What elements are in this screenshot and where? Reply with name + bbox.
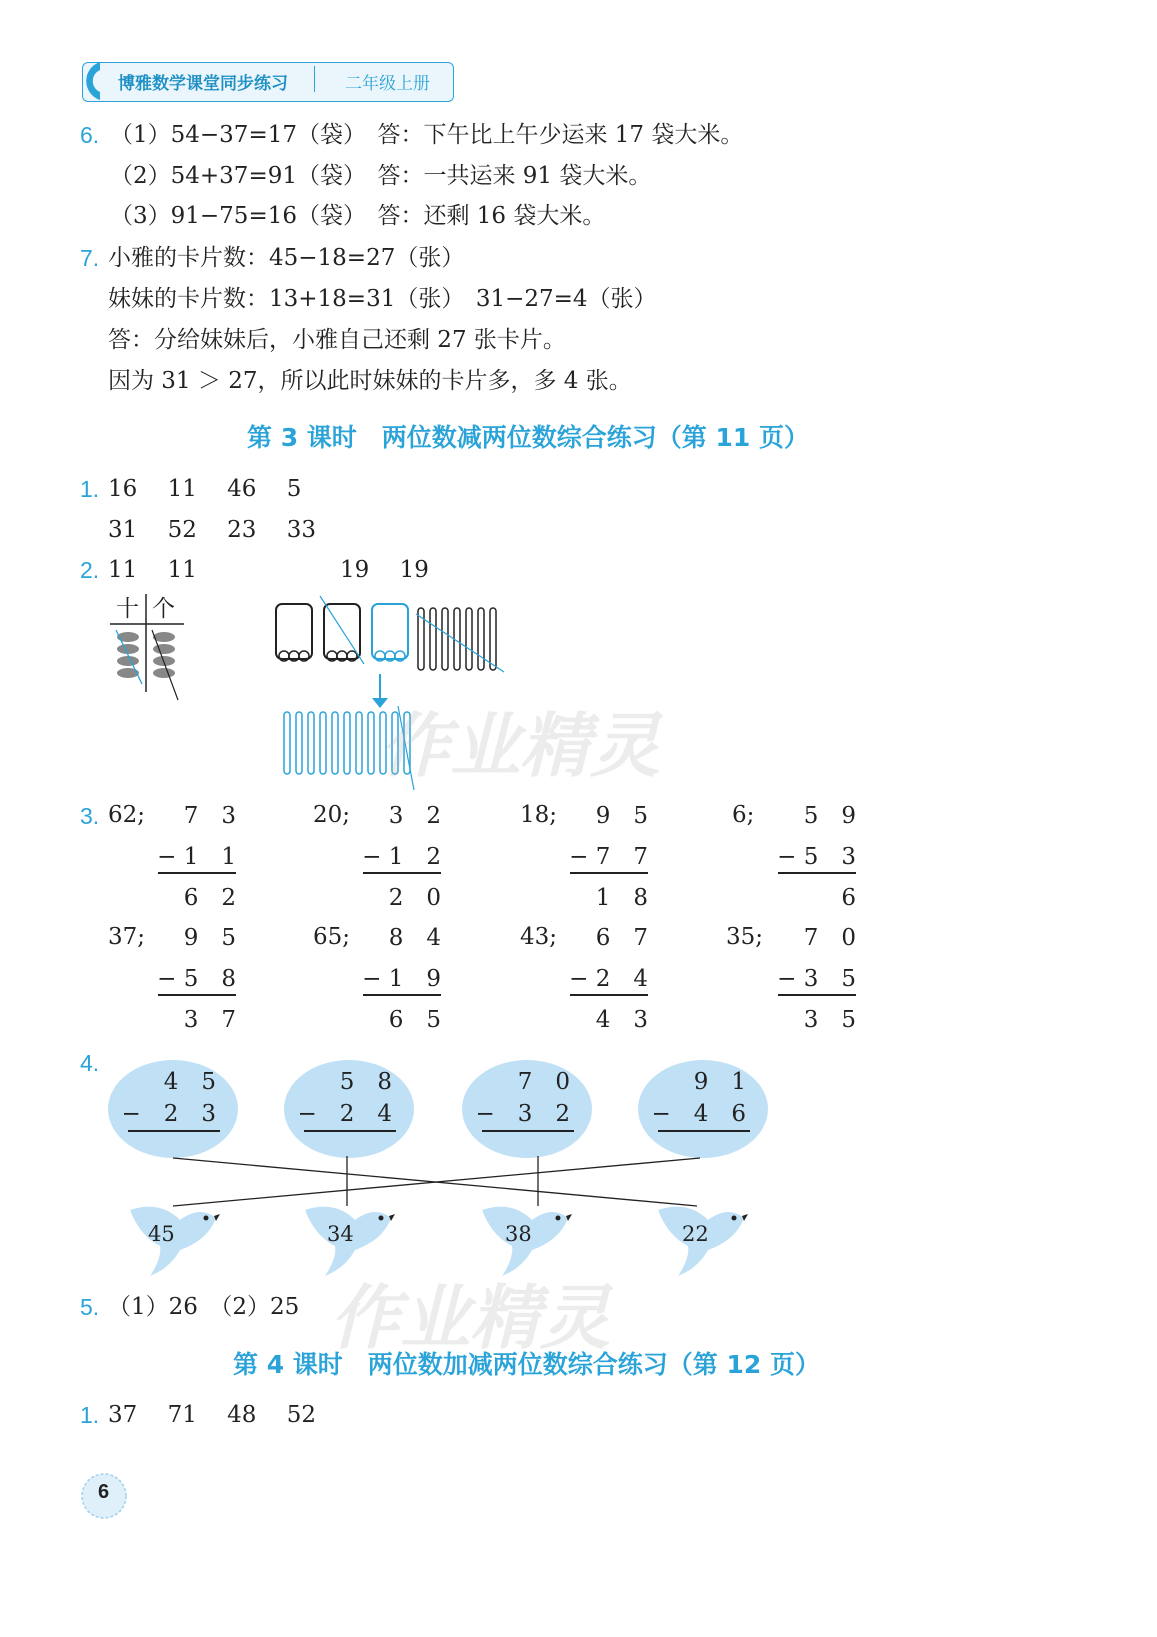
q3-sub-2: − 1 2 (362, 844, 441, 870)
q3-top-4: 5 9 (803, 803, 856, 829)
cloud-1-rule (128, 1130, 220, 1132)
q3-answer-2: 20; (313, 802, 351, 828)
q3-rule-1 (158, 872, 236, 874)
watermark-2: 作业精灵 (330, 1277, 610, 1359)
bird-answer-4: 22 (682, 1222, 709, 1246)
cloud-1-top: 4 5 (163, 1069, 216, 1095)
q6-line-2: （2）54+37=91（袋） 答：一共运来 91 袋大米。 (110, 163, 652, 189)
lesson3-heading: 第 3 课时 两位数减两位数综合练习（第 11 页） (247, 423, 810, 452)
q3-sub-3: − 7 7 (569, 844, 648, 870)
l3q5-answer: （1）26 （2）25 (108, 1294, 300, 1320)
l3q2-number: 2. (80, 557, 100, 583)
q3-result-8: 3 5 (803, 1007, 856, 1033)
place-value-counter-diagram (108, 592, 188, 702)
q3-top-8: 7 0 (803, 925, 856, 951)
l3q2-right-answers: 19 19 (340, 557, 429, 583)
q7-line-1: 小雅的卡片数：45−18=27（张） (108, 245, 465, 271)
q3-rule-6 (363, 994, 441, 996)
bird-answer-3: 38 (505, 1222, 532, 1246)
q3-answer-1: 62; (108, 802, 146, 828)
q3-result-4: 6 (841, 885, 856, 911)
q3-sub-5: − 5 8 (157, 966, 236, 992)
header-divider (314, 66, 315, 92)
q3-top-7: 6 7 (595, 925, 648, 951)
q3-answer-4: 6; (732, 802, 755, 828)
counter-tens-label: 十 (116, 596, 139, 622)
q3-rule-4 (778, 872, 856, 874)
cloud-1-sub: − 2 3 (121, 1101, 216, 1127)
q3-result-1: 6 2 (183, 885, 236, 911)
q3-answer-5: 37; (108, 924, 146, 950)
q3-sub-4: − 5 3 (777, 844, 856, 870)
q3-result-5: 3 7 (183, 1007, 236, 1033)
q6-number: 6. (80, 122, 100, 148)
page-number: 6 (98, 1481, 110, 1503)
q3-result-7: 4 3 (595, 1007, 648, 1033)
q7-line-2: 妹妹的卡片数：13+18=31（张） 31−27=4（张） (108, 286, 657, 312)
cloud-2-sub: − 2 4 (297, 1101, 392, 1127)
q3-result-6: 6 5 (388, 1007, 441, 1033)
header-subtitle: 二年级上册 (345, 74, 430, 94)
q7-number: 7. (80, 245, 100, 271)
l3q1-row-1: 16 11 46 5 (108, 476, 302, 502)
q7-line-3: 答：分给妹妹后，小雅自己还剩 27 张卡片。 (108, 327, 566, 353)
q3-top-5: 9 5 (183, 925, 236, 951)
q3-top-2: 3 2 (388, 803, 441, 829)
q3-result-3: 1 8 (595, 885, 648, 911)
header-title: 博雅数学课堂同步练习 (118, 74, 288, 94)
watermark-1: 作业精灵 (380, 705, 660, 787)
cloud-3-rule (482, 1130, 574, 1132)
bird-answer-2: 34 (327, 1222, 354, 1246)
q3-sub-8: − 3 5 (777, 966, 856, 992)
l4q1-answers: 37 71 48 52 (108, 1402, 316, 1428)
l3q4-number: 4. (80, 1050, 100, 1076)
cloud-4-top: 9 1 (693, 1069, 746, 1095)
l3q5-number: 5. (80, 1294, 100, 1320)
l3q3-number: 3. (80, 803, 100, 829)
cloud-3-top: 7 0 (517, 1069, 570, 1095)
q6-line-1: （1）54−37=17（袋） 答：下午比上午少运来 17 袋大米。 (110, 122, 744, 148)
q3-sub-6: − 1 9 (362, 966, 441, 992)
q3-answer-8: 35; (726, 924, 764, 950)
q3-result-2: 2 0 (388, 885, 441, 911)
q3-answer-3: 18; (520, 802, 558, 828)
q3-rule-7 (570, 994, 648, 996)
q3-answer-6: 65; (313, 924, 351, 950)
l3q1-row-2: 31 52 23 33 (108, 517, 316, 543)
cloud-3-sub: − 3 2 (475, 1101, 570, 1127)
q3-top-3: 9 5 (595, 803, 648, 829)
q3-rule-2 (363, 872, 441, 874)
q3-rule-8 (778, 994, 856, 996)
lesson4-heading: 第 4 课时 两位数加减两位数综合练习（第 12 页） (233, 1350, 821, 1379)
q3-answer-7: 43; (520, 924, 558, 950)
cloud-4-sub: − 4 6 (651, 1101, 746, 1127)
q3-sub-1: − 1 1 (157, 844, 236, 870)
q7-line-4: 因为 31 ＞ 27，所以此时妹妹的卡片多，多 4 张。 (108, 368, 632, 394)
cloud-2-rule (304, 1130, 396, 1132)
bird-answer-1: 45 (148, 1222, 175, 1246)
l3q1-number: 1. (80, 476, 100, 502)
l4q1-number: 1. (80, 1402, 100, 1428)
header-tab-icon (76, 58, 104, 104)
q3-top-6: 8 4 (388, 925, 441, 951)
l3q2-left-answers: 11 11 (108, 557, 197, 583)
q6-line-3: （3）91−75=16（袋） 答：还剩 16 袋大米。 (110, 203, 606, 229)
counter-ones-label: 个 (152, 596, 175, 622)
cloud-2-top: 5 8 (339, 1069, 392, 1095)
q3-rule-5 (158, 994, 236, 996)
q3-sub-7: − 2 4 (569, 966, 648, 992)
q3-top-1: 7 3 (183, 803, 236, 829)
q3-rule-3 (570, 872, 648, 874)
cloud-4-rule (658, 1130, 750, 1132)
